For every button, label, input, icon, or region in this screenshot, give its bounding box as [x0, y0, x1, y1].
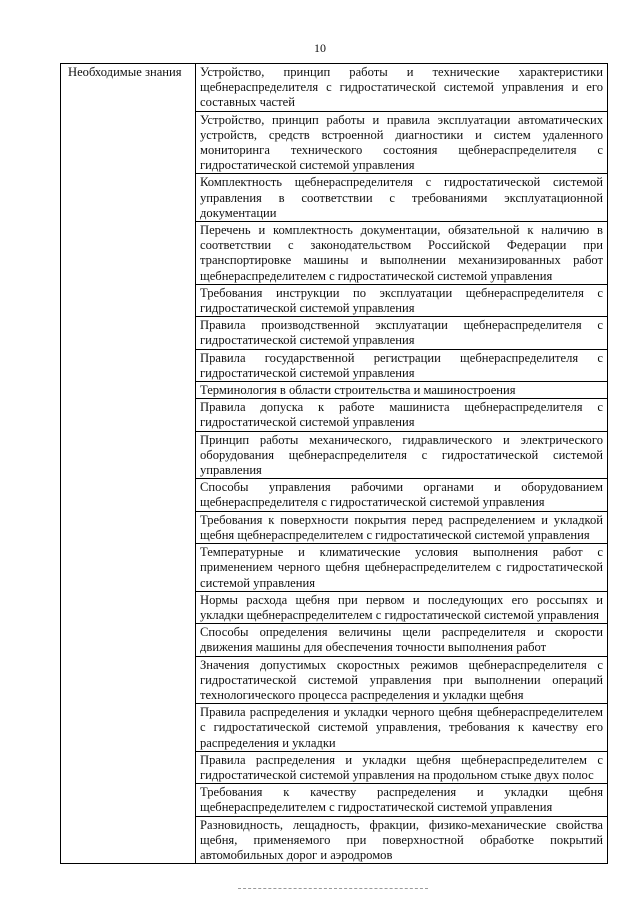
knowledge-item: Разновидность, лещадность, фракции, физико-механические свойства щебня, применяемого при поверхностной обработке покрытий автомобильных дорог и аэродромов: [196, 816, 608, 864]
knowledge-item: Терминология в области строительства и машиностроения: [196, 382, 608, 399]
table-row: [61, 64, 608, 112]
knowledge-item: Принцип работы механического, гидравлического и электрического оборудования щебнераспределителя с гидростатической системой управления: [196, 431, 608, 479]
knowledge-item: Нормы расхода щебня при первом и последующих его россыпях и укладки щебнераспределителем с гидростатической системой управления: [196, 591, 608, 623]
knowledge-item: Правила государственной регистрации щебнераспределителя с гидростатической системой управления: [196, 349, 608, 381]
knowledge-item: Способы определения величины щели распределителя и скорости движения машины для обеспечения точности выполнения работ: [196, 624, 608, 656]
knowledge-item: Правила производственной эксплуатации щебнераспределителя с гидростатической системой управления: [196, 317, 608, 349]
knowledge-item: Устройство, принцип работы и технические характеристики щебнераспределителя с гидростатической системой управления и его составных частей: [196, 64, 608, 112]
knowledge-item: Требования инструкции по эксплуатации щебнераспределителя с гидростатической системой управления: [196, 284, 608, 316]
knowledge-item: Устройство, принцип работы и правила эксплуатации автоматических устройств, средств встроенной диагностики и систем удаленного мониторинга технического состояния щебнераспределителя с гидростатической системой управления: [196, 111, 608, 174]
knowledge-item: Комплектность щебнераспределителя с гидростатической системой управления в соответствии с требованиями эксплуатационной документации: [196, 174, 608, 222]
knowledge-item: Правила распределения и укладки черного щебня щебнераспределителем с гидростатической системой управления, требования к качеству его распределения и укладки: [196, 704, 608, 752]
knowledge-item: Температурные и климатические условия выполнения работ с применением черного щебня щебнераспределителем с гидростатической системой управления: [196, 544, 608, 592]
knowledge-item: Требования к поверхности покрытия перед распределением и укладкой щебня щебнераспределителем с гидростатической системой управления: [196, 511, 608, 543]
knowledge-item: Значения допустимых скоростных режимов щебнераспределителя с гидростатической системой управления при выполнении операций технологического процесса распределения и укладки щебня: [196, 656, 608, 704]
knowledge-item: Перечень и комплектность документации, обязательной к наличию в соответствии с законодательством Российской Федерации при транспортировке машины и выполнении механизированных работ щебнераспределителем с гидростатической системой управления: [196, 222, 608, 285]
knowledge-item: Правила распределения и укладки щебня щебнераспределителем с гидростатической системой управления на продольном стыке двух полос: [196, 751, 608, 783]
knowledge-item: Способы управления рабочими органами и оборудованием щебнераспределителя с гидростатической системой управления: [196, 479, 608, 511]
knowledge-item: Правила допуска к работе машиниста щебнераспределителя с гидростатической системой управления: [196, 399, 608, 431]
knowledge-table: [60, 63, 608, 864]
page-number: 10: [314, 41, 326, 55]
knowledge-item: Требования к качеству распределения и укладки щебня щебнераспределителем с гидростатической системой управления: [196, 784, 608, 816]
scan-edge-mark: [238, 888, 428, 889]
section-label: Необходимые знания: [61, 64, 196, 864]
